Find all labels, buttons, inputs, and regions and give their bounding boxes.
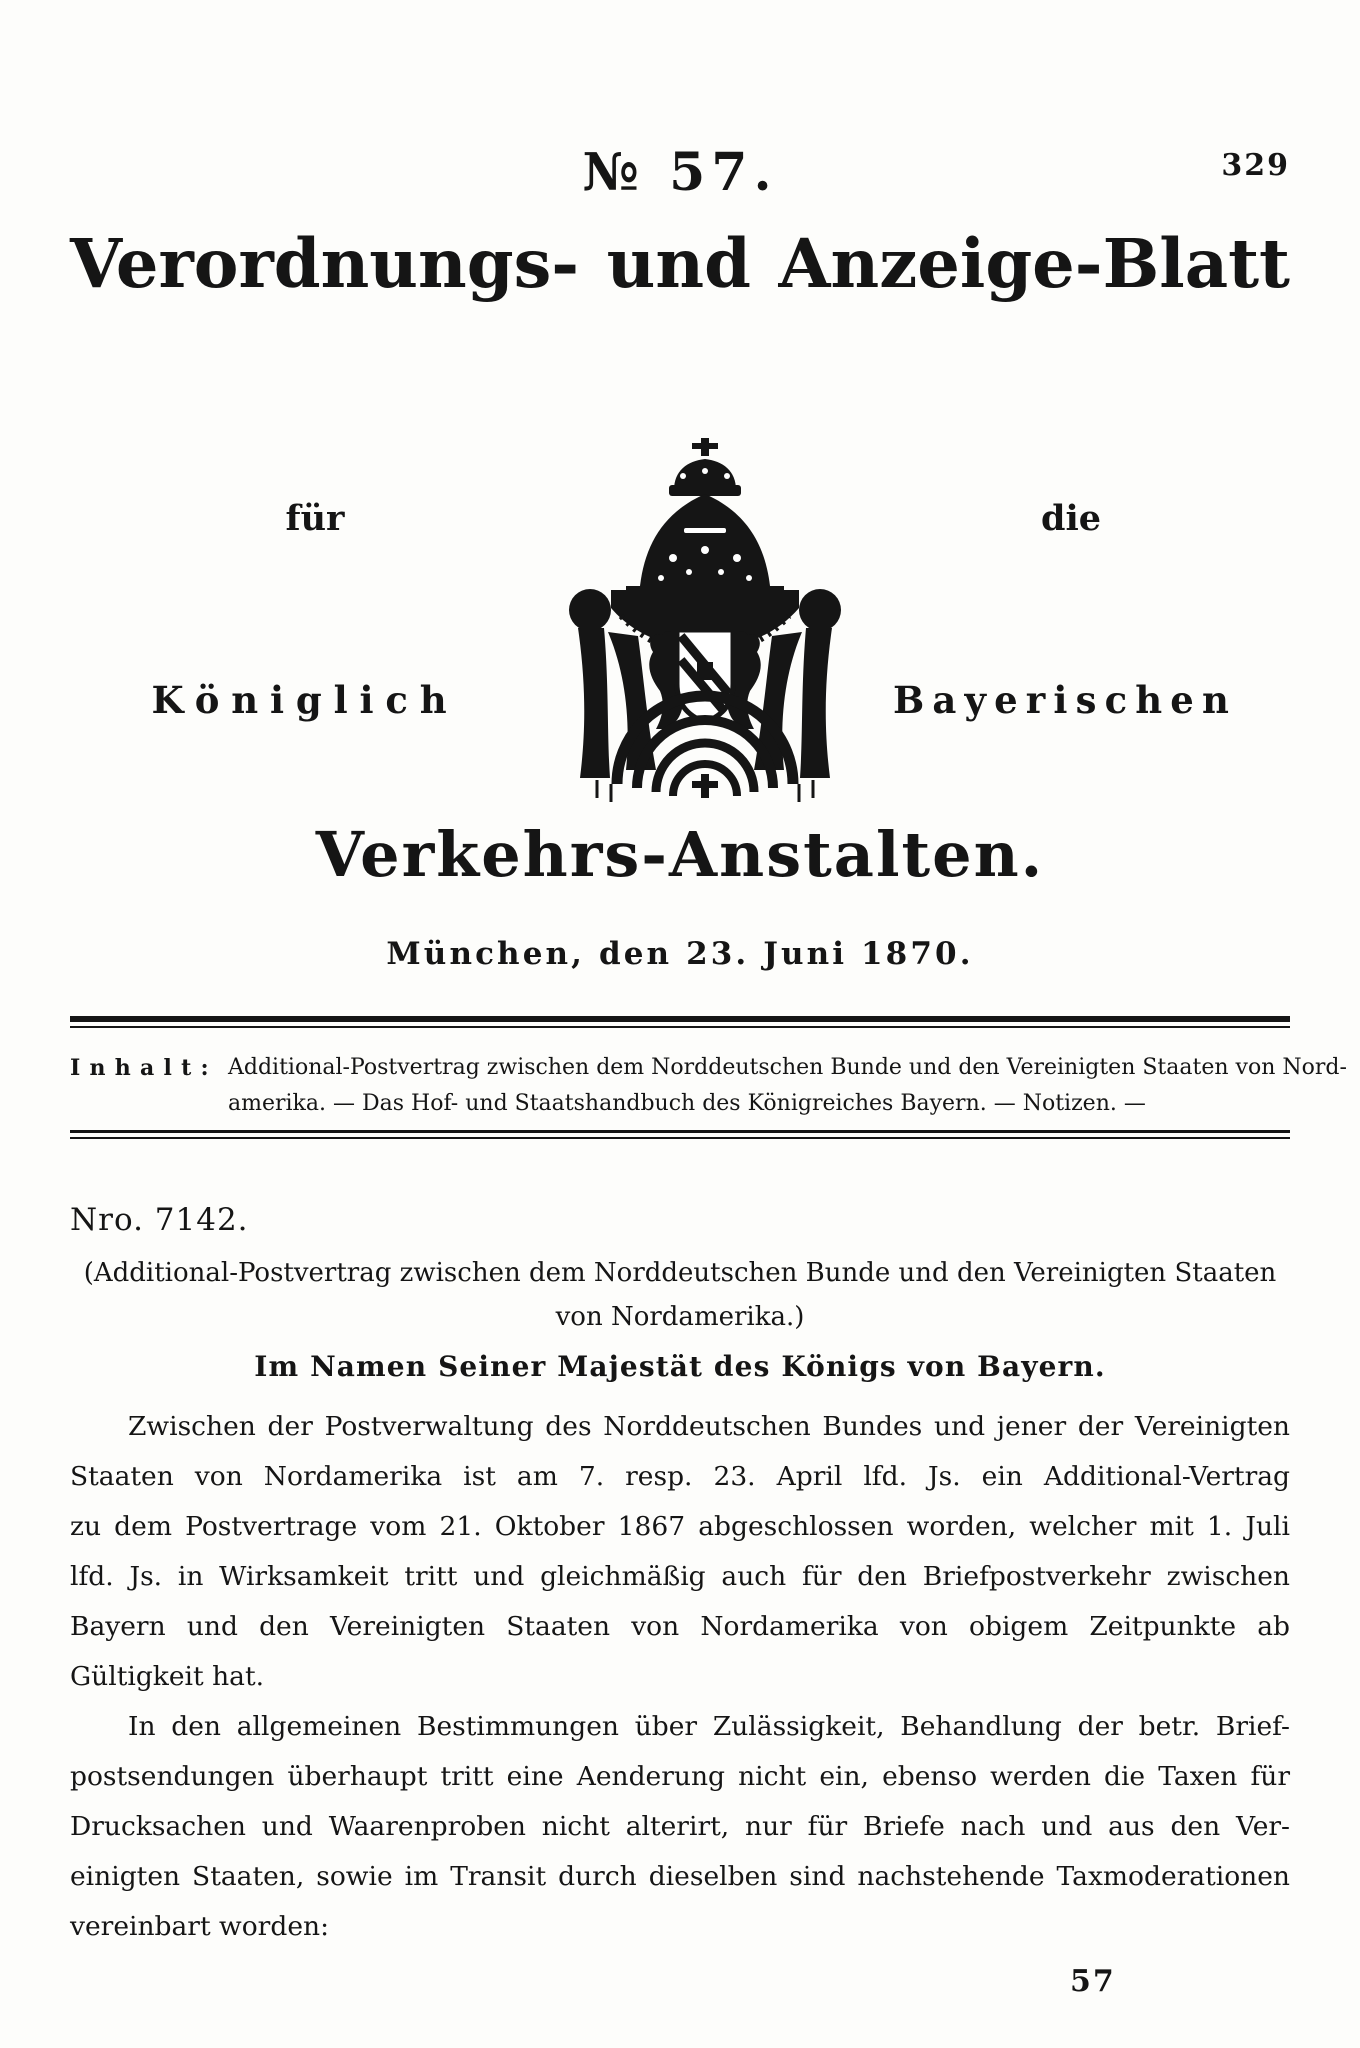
article-subtitle: von Nordamerika.)	[555, 1302, 805, 1332]
masthead-word-fuer: für	[285, 498, 345, 539]
page-number-top: 329	[1221, 148, 1290, 183]
masthead-org-title: Verkehrs-Anstalten.	[315, 818, 1045, 891]
inhalt-body	[228, 1050, 1347, 1122]
masthead-dateline: München, den 23. Juni 1870.	[386, 936, 974, 972]
inhalt-line: Additional-Postvertrag zwischen dem Norddeutschen Bunde und den Vereinigten Staaten von Nord-	[228, 1055, 1347, 1080]
bavarian-royal-coat-of-arms-icon	[535, 438, 875, 806]
article-body	[70, 1402, 1290, 1952]
article-number: Nro. 7142.	[70, 1202, 249, 1238]
body-line: lfd. Js. in Wirksamkeit tritt und gleichmäßig auch für den Briefpostverkehr zwischen	[70, 1561, 1290, 1592]
article-subtitle: (Additional-Postvertrag zwischen dem Norddeutschen Bunde und den Vereinigten Staaten	[83, 1258, 1277, 1288]
body-line: Zwischen der Postverwaltung des Norddeutschen Bundes und jener der Vereinigten	[128, 1411, 1290, 1442]
masthead-word-bayerischen: Bayerischen	[892, 678, 1238, 722]
body-line: postsendungen überhaupt tritt eine Aenderung nicht ein, ebenso werden die Taxen für	[70, 1761, 1290, 1792]
table-of-contents	[70, 1050, 1347, 1122]
body-line: Gültigkeit hat.	[70, 1661, 265, 1692]
issue-number: № 57.	[582, 142, 778, 203]
divider-double-rule-bottom	[70, 1130, 1290, 1139]
masthead-title: Verordnungs- und Anzeige-Blatt	[70, 224, 1290, 303]
body-line: einigten Staaten, sowie im Transit durch dieselben sind nachstehende Taxmoderationen	[70, 1861, 1290, 1892]
body-line: Bayern und den Vereinigten Staaten von Nordamerika von obigem Zeitpunkte ab	[70, 1611, 1290, 1642]
divider-double-rule-top	[70, 1016, 1290, 1028]
paragraph	[70, 1402, 1290, 1702]
inhalt-label: Inhalt:	[70, 1055, 218, 1081]
body-line: vereinbart worden:	[70, 1911, 329, 1942]
page-number-bottom: 57	[1070, 1964, 1116, 1999]
inhalt-line: amerika. — Das Hof- und Staatshandbuch des Königreiches Bayern. — Notizen. —	[228, 1091, 1146, 1116]
masthead-word-die: die	[1040, 498, 1102, 539]
masthead-word-koeniglich: Königlich	[151, 678, 459, 722]
body-line: Staaten von Nordamerika ist am 7. resp. 23. April lfd. Js. ein Additional-Vertrag	[70, 1461, 1290, 1492]
page-content	[70, 0, 1347, 2048]
body-line: Drucksachen und Waarenproben nicht alterirt, nur für Briefe nach und aus den Ver-	[70, 1811, 1290, 1842]
issue-header	[70, 142, 1290, 212]
paragraph	[70, 1702, 1290, 1952]
body-line: In den allgemeinen Bestimmungen über Zulässigkeit, Behandlung der betr. Brief-	[128, 1711, 1290, 1742]
masthead-middle	[70, 430, 1290, 820]
article-invocation: Im Namen Seiner Majestät des Königs von Bayern.	[254, 1350, 1106, 1383]
body-line: zu dem Postvertrage vom 21. Oktober 1867 abgeschlossen worden, welcher mit 1. Juli	[70, 1511, 1290, 1542]
